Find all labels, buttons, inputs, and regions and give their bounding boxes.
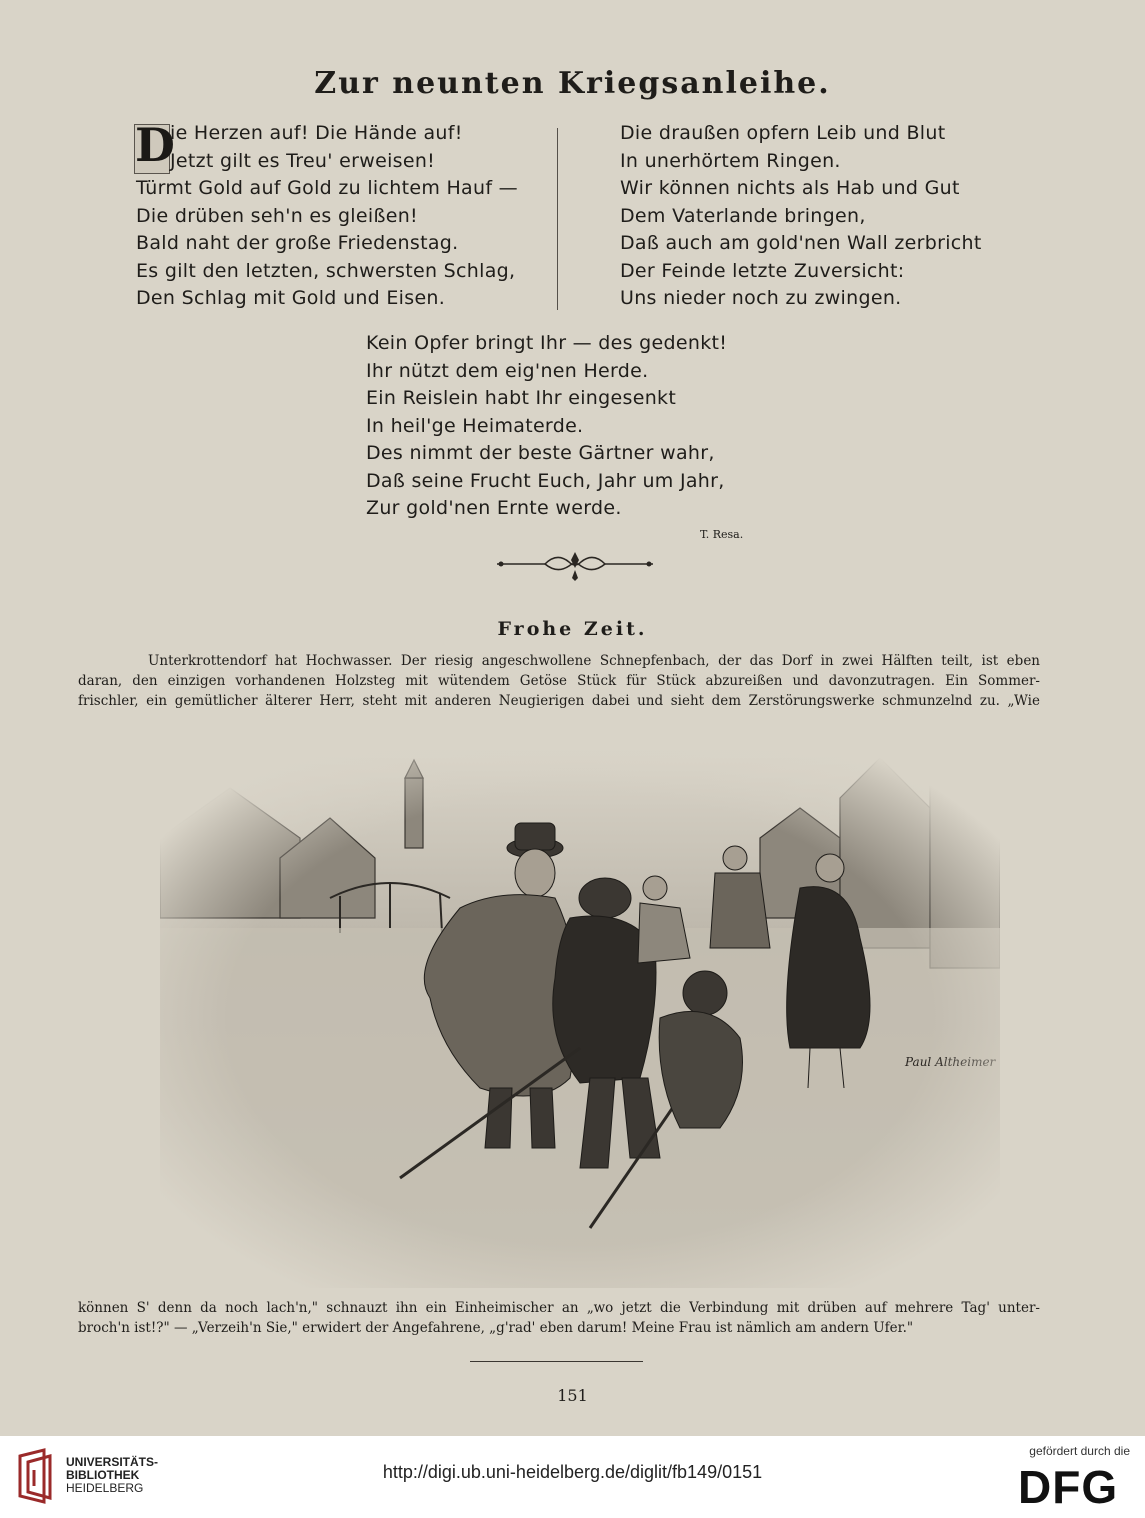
page-number: 151 bbox=[557, 1386, 588, 1405]
poem-line: Es gilt den letzten, schwersten Schlag, bbox=[136, 259, 516, 282]
poem-stanza-center bbox=[366, 330, 786, 523]
text-line: können S' denn da noch lach'n," schnauzt ihn ein Einheimischer an „wo jetzt die Verbindung mit drüben auf mehrere Tag' unter- bbox=[78, 1300, 1040, 1316]
vignette-edge bbox=[160, 748, 1000, 1288]
poem-line: Die draußen opfern Leib und Blut bbox=[620, 122, 946, 144]
poem-line: Jetzt gilt es Treu' erweisen! bbox=[170, 149, 436, 172]
digitization-footer bbox=[0, 1436, 1145, 1518]
section-end-rule bbox=[470, 1361, 643, 1362]
poem-line: Uns nieder noch zu zwingen. bbox=[620, 287, 902, 309]
poem-line: Die drüben seh'n es gleißen! bbox=[136, 204, 418, 227]
poem-line: Der Feinde letzte Zuversicht: bbox=[620, 259, 905, 282]
poem-line: Zur gold'nen Ernte werde. bbox=[366, 497, 622, 519]
story-paragraph bbox=[78, 1298, 1040, 1338]
poem-line: Kein Opfer bringt Ihr — des gedenkt! bbox=[366, 332, 728, 354]
flood-scene-illustration bbox=[160, 748, 1000, 1288]
dfg-logo[interactable]: DFG bbox=[1018, 1461, 1119, 1513]
story-title: Frohe Zeit. bbox=[497, 618, 648, 640]
poem-line: ie Herzen auf! Die Hände auf! bbox=[170, 122, 463, 144]
poem-line: Daß seine Frucht Euch, Jahr um Jahr, bbox=[366, 469, 725, 492]
text-line: frischler, ein gemütlicher älterer Herr, steht mit anderen Neugierigen dabei und sieht dem Zerstörungswerke schmunzelnd zu. „Wie bbox=[78, 693, 1040, 709]
poem-signature: T. Resa. bbox=[700, 528, 744, 541]
poem-stanza-left bbox=[136, 120, 556, 313]
poem-line: Türmt Gold auf Gold zu lichtem Hauf — bbox=[136, 177, 518, 199]
text-line: broch'n ist!?" — „Verzeih'n Sie," erwidert der Angefahrene, „g'rad' eben darum! Meine Frau ist nämlich am andern Ufer." bbox=[78, 1320, 914, 1336]
story-paragraph bbox=[78, 651, 1040, 711]
ornament-divider-icon bbox=[495, 548, 655, 582]
poem-line: In heil'ge Heimaterde. bbox=[366, 414, 584, 437]
poem-line: In unerhörtem Ringen. bbox=[620, 149, 841, 172]
institution-line: UNIVERSITÄTS- bbox=[66, 1455, 159, 1469]
poem-line: Daß auch am gold'nen Wall zerbricht bbox=[620, 232, 982, 254]
institution-line: HEIDELBERG bbox=[66, 1481, 144, 1495]
poem-line: Dem Vaterlande bringen, bbox=[620, 204, 866, 227]
poem-line: Des nimmt der beste Gärtner wahr, bbox=[366, 442, 715, 464]
poem-line: Wir können nichts als Hab und Gut bbox=[620, 177, 960, 199]
poem-line: Bald naht der große Friedenstag. bbox=[136, 232, 459, 254]
funding-note: gefördert durch die bbox=[1029, 1444, 1130, 1458]
column-divider bbox=[557, 128, 558, 310]
text-line: daran, den einzigen vorhandenen Holzsteg mit wütendem Getöse Stück für Stück abzureißen und davonzutragen. Ein Sommer- bbox=[78, 673, 1040, 689]
institution-line: BIBLIOTHEK bbox=[66, 1468, 140, 1482]
poem-line: Den Schlag mit Gold und Eisen. bbox=[136, 287, 446, 309]
text-line: Unterkrottendorf hat Hochwasser. Der riesig angeschwollene Schnepfenbach, der das Dorf in zwei Hälften teilt, ist eben bbox=[148, 653, 1040, 669]
poem-line: Ein Reislein habt Ihr eingesenkt bbox=[366, 387, 677, 409]
drop-cap-initial: D bbox=[135, 118, 176, 172]
poem-line: Ihr nützt dem eig'nen Herde. bbox=[366, 359, 649, 382]
permalink-url[interactable]: http://digi.ub.uni-heidelberg.de/diglit/fb149/0151 bbox=[382, 1462, 763, 1482]
poem-stanza-right bbox=[620, 120, 1040, 313]
poem-title: Zur neunten Kriegsanleihe. bbox=[314, 66, 831, 101]
